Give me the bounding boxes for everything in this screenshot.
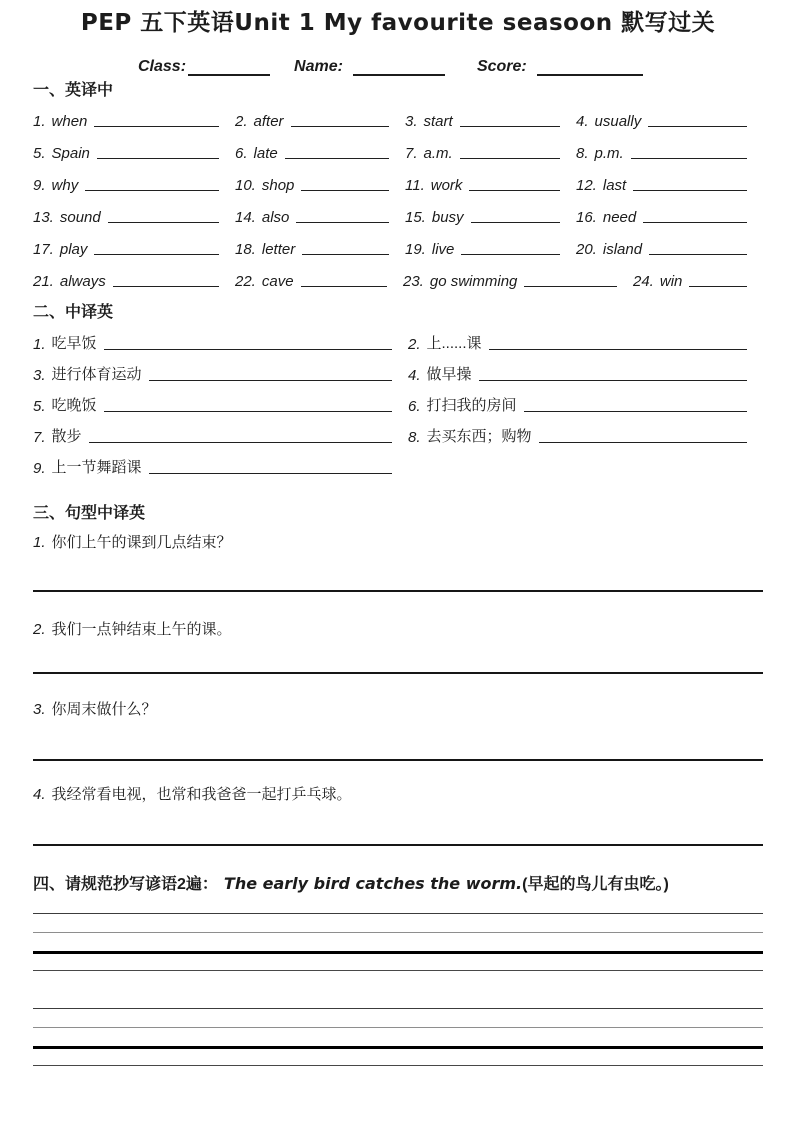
vocab-item bbox=[33, 200, 235, 232]
item-number: 7. bbox=[405, 145, 418, 162]
phrase-item bbox=[33, 390, 408, 421]
answer-blank bbox=[489, 349, 747, 350]
writing-line-baseline bbox=[33, 951, 763, 954]
item-number: 13. bbox=[33, 209, 54, 226]
item-number: 5. bbox=[33, 145, 46, 162]
writing-line-middle bbox=[33, 932, 763, 933]
phrase-text: 打扫我的房间 bbox=[426, 397, 517, 414]
class-field bbox=[138, 58, 270, 76]
vocab-item bbox=[235, 200, 405, 232]
answer-blank bbox=[104, 411, 392, 412]
answer-blank bbox=[113, 286, 219, 287]
item-number: 7. bbox=[33, 429, 46, 446]
section-sentences bbox=[33, 533, 763, 846]
sentence-item bbox=[33, 620, 763, 640]
phrase-text: 做早操 bbox=[426, 366, 472, 383]
student-info-row bbox=[138, 52, 763, 76]
vocab-item bbox=[405, 200, 576, 232]
vocab-item bbox=[235, 232, 405, 264]
answer-blank bbox=[649, 254, 747, 255]
item-number: 5. bbox=[33, 398, 46, 415]
section3-heading: 三、句型中译英 bbox=[33, 505, 146, 522]
item-number: 11. bbox=[405, 177, 425, 194]
score-blank bbox=[537, 60, 643, 76]
writing-line-top bbox=[33, 913, 763, 914]
vocab-item bbox=[235, 264, 403, 296]
vocab-item bbox=[33, 136, 235, 168]
item-number: 17. bbox=[33, 241, 54, 258]
vocab-item bbox=[405, 104, 576, 136]
vocab-word: last bbox=[602, 177, 627, 194]
answer-blank bbox=[94, 126, 219, 127]
vocab-item bbox=[33, 264, 235, 296]
vocab-word: late bbox=[253, 145, 278, 162]
name-field bbox=[294, 58, 445, 76]
answer-blank bbox=[689, 286, 747, 287]
item-number: 24. bbox=[633, 273, 654, 290]
phrase-text: 吃早饭 bbox=[51, 335, 97, 352]
answer-blank bbox=[461, 254, 560, 255]
vocab-item bbox=[633, 264, 763, 296]
phrase-text: 进行体育运动 bbox=[51, 366, 142, 383]
section4-heading: 四、请规范抄写谚语2遍： bbox=[33, 876, 218, 893]
section1-heading: 一、英译中 bbox=[33, 82, 114, 99]
item-number: 18. bbox=[235, 241, 256, 258]
answer-blank bbox=[469, 190, 560, 191]
answer-blank bbox=[97, 158, 219, 159]
answer-blank bbox=[524, 286, 617, 287]
section2-heading: 二、中译英 bbox=[33, 304, 114, 321]
score-field bbox=[477, 58, 643, 76]
item-number: 1. bbox=[33, 534, 46, 551]
phrase-item bbox=[408, 390, 763, 421]
answer-blank bbox=[104, 349, 392, 350]
item-number: 8. bbox=[576, 145, 589, 162]
item-number: 6. bbox=[235, 145, 248, 162]
phrase-item bbox=[33, 328, 408, 359]
vocab-word: cave bbox=[261, 273, 294, 290]
vocab-item bbox=[33, 232, 235, 264]
vocab-word: go swimming bbox=[429, 273, 518, 290]
vocab-word: when bbox=[51, 113, 88, 130]
vocab-word: win bbox=[659, 273, 683, 290]
phrase-text: 吃晚饭 bbox=[51, 397, 97, 414]
vocab-word: why bbox=[51, 177, 79, 194]
phrase-text: 上......课 bbox=[426, 335, 482, 352]
writing-line-baseline bbox=[33, 1046, 763, 1049]
vocab-word: need bbox=[602, 209, 637, 226]
answer-blank bbox=[643, 222, 747, 223]
item-number: 9. bbox=[33, 460, 46, 477]
vocab-word: play bbox=[59, 241, 88, 258]
item-number: 3. bbox=[33, 701, 46, 718]
vocab-word: busy bbox=[431, 209, 464, 226]
sentence-item bbox=[33, 785, 763, 805]
name-blank bbox=[353, 60, 445, 76]
writing-line-middle bbox=[33, 1027, 763, 1028]
vocab-word: work bbox=[430, 177, 463, 194]
answer-blank bbox=[633, 190, 747, 191]
answer-blank bbox=[539, 442, 747, 443]
vocab-item bbox=[405, 168, 576, 200]
item-number: 15. bbox=[405, 209, 426, 226]
vocab-item bbox=[576, 136, 763, 168]
item-number: 8. bbox=[408, 429, 421, 446]
item-number: 9. bbox=[33, 177, 46, 194]
writing-line-bottom bbox=[33, 1065, 763, 1066]
phrase-item bbox=[33, 452, 408, 483]
vocab-word: Spain bbox=[51, 145, 90, 162]
answer-blank bbox=[648, 126, 747, 127]
phrase-item bbox=[408, 359, 763, 390]
class-label: Class: bbox=[138, 58, 187, 75]
item-number: 1. bbox=[33, 336, 46, 353]
vocab-word: p.m. bbox=[594, 145, 624, 162]
vocab-word: shop bbox=[261, 177, 295, 194]
phrase-row bbox=[33, 452, 763, 483]
sentence-item bbox=[33, 700, 763, 720]
item-number: 3. bbox=[33, 367, 46, 384]
answer-blank bbox=[85, 190, 219, 191]
vocab-item bbox=[235, 168, 405, 200]
proverb-note: (早起的鸟儿有虫吃。) bbox=[522, 876, 669, 893]
item-number: 4. bbox=[33, 786, 46, 803]
vocab-item bbox=[33, 168, 235, 200]
phrase-item bbox=[33, 359, 408, 390]
answer-blank bbox=[108, 222, 219, 223]
item-number: 14. bbox=[235, 209, 256, 226]
section-cn-to-en bbox=[33, 328, 763, 483]
answer-line bbox=[33, 844, 763, 846]
vocab-item bbox=[576, 168, 763, 200]
answer-blank bbox=[94, 254, 219, 255]
vocab-row bbox=[33, 232, 763, 264]
phrase-text: 散步 bbox=[51, 428, 82, 445]
writing-line-top bbox=[33, 1008, 763, 1009]
answer-blank bbox=[301, 286, 387, 287]
vocab-row bbox=[33, 136, 763, 168]
sentence-text: 我经常看电视，也常和我爸爸一起打乒乓球。 bbox=[51, 786, 352, 803]
answer-blank bbox=[471, 222, 560, 223]
vocab-word: usually bbox=[594, 113, 642, 130]
proverb-text: The early bird catches the worm. bbox=[223, 874, 523, 893]
sentence-text: 我们一点钟结束上午的课。 bbox=[51, 621, 232, 638]
vocab-row bbox=[33, 200, 763, 232]
phrase-item bbox=[408, 421, 763, 452]
phrase-row bbox=[33, 421, 763, 452]
answer-blank bbox=[479, 380, 747, 381]
vocab-row bbox=[33, 168, 763, 200]
sentence-text: 你周末做什么？ bbox=[51, 701, 157, 718]
answer-line bbox=[33, 590, 763, 592]
vocab-item bbox=[403, 264, 633, 296]
answer-blank bbox=[460, 126, 560, 127]
answer-blank bbox=[149, 380, 392, 381]
phrase-item bbox=[408, 328, 763, 359]
vocab-word: also bbox=[261, 209, 290, 226]
item-number: 23. bbox=[403, 273, 424, 290]
writing-grid bbox=[33, 1008, 763, 1066]
vocab-word: start bbox=[423, 113, 453, 130]
writing-grid bbox=[33, 913, 763, 971]
class-blank bbox=[188, 60, 270, 76]
item-number: 16. bbox=[576, 209, 597, 226]
item-number: 2. bbox=[235, 113, 248, 130]
item-number: 20. bbox=[576, 241, 597, 258]
answer-blank bbox=[631, 158, 747, 159]
answer-blank bbox=[301, 190, 389, 191]
name-label: Name: bbox=[294, 58, 343, 75]
answer-blank bbox=[89, 442, 392, 443]
vocab-item bbox=[405, 136, 576, 168]
score-label: Score: bbox=[476, 58, 527, 75]
item-number: 12. bbox=[576, 177, 597, 194]
vocab-item bbox=[235, 104, 405, 136]
answer-blank bbox=[460, 158, 560, 159]
item-number: 4. bbox=[576, 113, 589, 130]
phrase-row bbox=[33, 359, 763, 390]
answer-blank bbox=[302, 254, 389, 255]
item-number: 21. bbox=[33, 273, 54, 290]
item-number: 2. bbox=[408, 336, 421, 353]
phrase-item bbox=[33, 421, 408, 452]
answer-blank bbox=[296, 222, 389, 223]
vocab-row bbox=[33, 264, 763, 296]
vocab-item bbox=[405, 232, 576, 264]
section4-heading-row bbox=[33, 873, 763, 896]
item-number: 1. bbox=[33, 113, 46, 130]
vocab-word: after bbox=[253, 113, 284, 130]
vocab-row bbox=[33, 104, 763, 136]
answer-blank bbox=[291, 126, 389, 127]
answer-blank bbox=[149, 473, 392, 474]
vocab-item bbox=[33, 104, 235, 136]
answer-line bbox=[33, 672, 763, 674]
vocab-word: always bbox=[59, 273, 106, 290]
vocab-item bbox=[235, 136, 405, 168]
item-number: 10. bbox=[235, 177, 256, 194]
item-number: 6. bbox=[408, 398, 421, 415]
sentence-item bbox=[33, 533, 763, 553]
vocab-word: live bbox=[431, 241, 455, 258]
answer-line bbox=[33, 759, 763, 761]
page-title: PEP 五下英语Unit 1 My favourite seasoon 默写过关 bbox=[80, 10, 716, 36]
item-number: 22. bbox=[235, 273, 256, 290]
sentence-text: 你们上午的课到几点结束？ bbox=[51, 534, 232, 551]
item-number: 4. bbox=[408, 367, 421, 384]
answer-blank bbox=[285, 158, 389, 159]
item-number: 19. bbox=[405, 241, 426, 258]
vocab-item bbox=[576, 104, 763, 136]
vocab-item bbox=[576, 200, 763, 232]
section-en-to-cn bbox=[33, 104, 763, 296]
phrase-text: 去买东西；购物 bbox=[426, 428, 532, 445]
phrase-text: 上一节舞蹈课 bbox=[51, 459, 142, 476]
phrase-row bbox=[33, 328, 763, 359]
answer-blank bbox=[524, 411, 747, 412]
vocab-word: sound bbox=[59, 209, 101, 226]
vocab-word: island bbox=[602, 241, 643, 258]
writing-line-bottom bbox=[33, 970, 763, 971]
vocab-word: a.m. bbox=[423, 145, 453, 162]
item-number: 2. bbox=[33, 621, 46, 638]
vocab-item bbox=[576, 232, 763, 264]
item-number: 3. bbox=[405, 113, 418, 130]
phrase-row bbox=[33, 390, 763, 421]
vocab-word: letter bbox=[261, 241, 296, 258]
